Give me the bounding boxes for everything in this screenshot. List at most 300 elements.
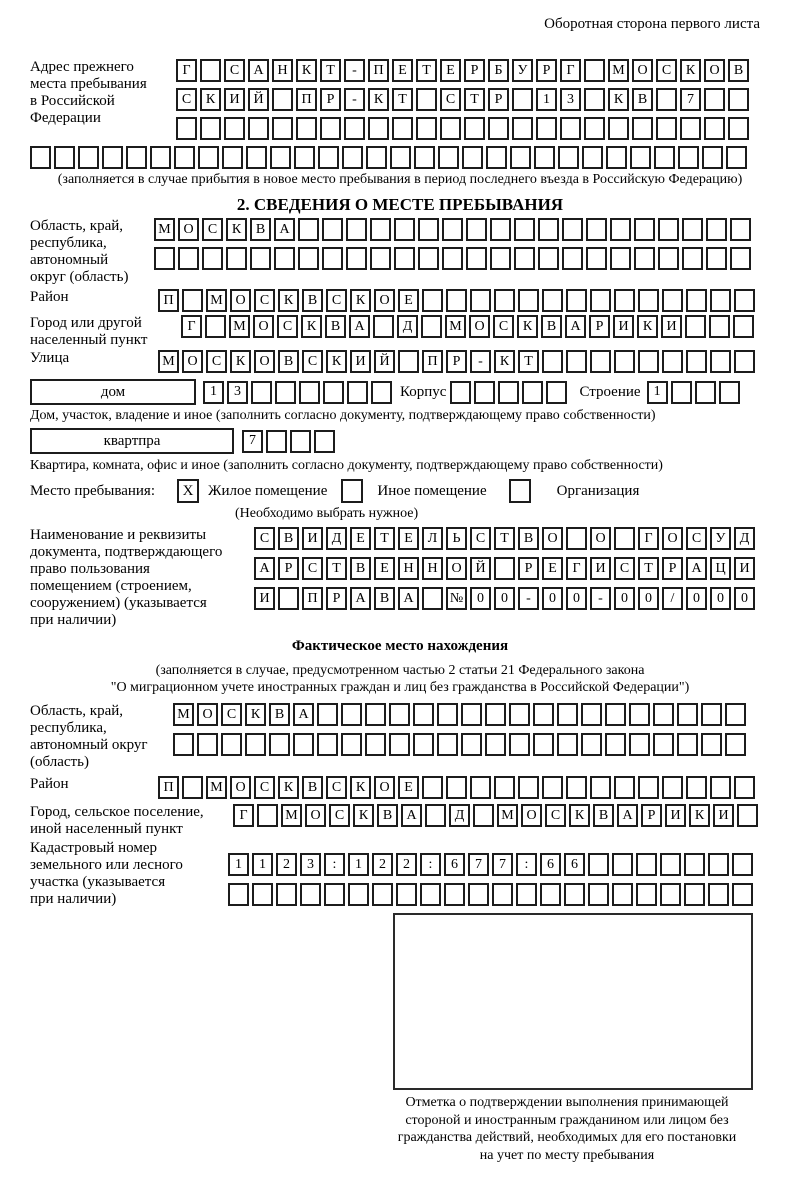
- char-box[interactable]: А: [565, 315, 586, 338]
- char-box[interactable]: О: [704, 59, 725, 82]
- char-box[interactable]: [733, 315, 754, 338]
- char-box[interactable]: [228, 883, 249, 906]
- char-box[interactable]: 0: [566, 587, 587, 610]
- char-box[interactable]: [636, 853, 657, 876]
- char-box[interactable]: [421, 315, 442, 338]
- char-box[interactable]: Р: [536, 59, 557, 82]
- char-box[interactable]: [560, 117, 581, 140]
- char-box[interactable]: Е: [350, 527, 371, 550]
- char-box[interactable]: И: [590, 557, 611, 580]
- char-box[interactable]: [200, 117, 221, 140]
- char-box[interactable]: [509, 703, 530, 726]
- char-box[interactable]: П: [296, 88, 317, 111]
- char-box[interactable]: К: [517, 315, 538, 338]
- char-box[interactable]: [486, 146, 507, 169]
- char-box[interactable]: [251, 381, 272, 404]
- char-box[interactable]: [298, 247, 319, 270]
- char-box[interactable]: [584, 88, 605, 111]
- char-box[interactable]: [245, 733, 266, 756]
- char-box[interactable]: [202, 247, 223, 270]
- char-box[interactable]: О: [230, 289, 251, 312]
- char-box[interactable]: [684, 853, 705, 876]
- char-box[interactable]: [680, 117, 701, 140]
- char-box[interactable]: [605, 703, 626, 726]
- char-box[interactable]: О: [254, 350, 275, 373]
- char-box[interactable]: [473, 804, 494, 827]
- char-box[interactable]: С: [302, 350, 323, 373]
- char-box[interactable]: В: [278, 527, 299, 550]
- char-box[interactable]: :: [516, 853, 537, 876]
- char-box[interactable]: [370, 247, 391, 270]
- char-box[interactable]: [205, 315, 226, 338]
- char-box[interactable]: [608, 117, 629, 140]
- char-box[interactable]: 3: [560, 88, 581, 111]
- char-box[interactable]: [612, 883, 633, 906]
- char-box[interactable]: К: [569, 804, 590, 827]
- char-box[interactable]: [708, 883, 729, 906]
- char-box[interactable]: [274, 247, 295, 270]
- char-box[interactable]: [323, 381, 344, 404]
- char-box[interactable]: [542, 350, 563, 373]
- char-box[interactable]: Т: [464, 88, 485, 111]
- char-box[interactable]: [588, 883, 609, 906]
- char-box[interactable]: В: [350, 557, 371, 580]
- char-box[interactable]: [516, 883, 537, 906]
- char-box[interactable]: [678, 146, 699, 169]
- char-box[interactable]: -: [590, 587, 611, 610]
- char-box[interactable]: 7: [680, 88, 701, 111]
- char-box[interactable]: [701, 703, 722, 726]
- char-box[interactable]: Р: [589, 315, 610, 338]
- char-box[interactable]: [660, 853, 681, 876]
- char-box[interactable]: [630, 146, 651, 169]
- char-box[interactable]: С: [254, 289, 275, 312]
- char-box[interactable]: [586, 247, 607, 270]
- char-box[interactable]: М: [608, 59, 629, 82]
- char-box[interactable]: Р: [641, 804, 662, 827]
- char-box[interactable]: [365, 733, 386, 756]
- char-box[interactable]: [54, 146, 75, 169]
- char-box[interactable]: [708, 853, 729, 876]
- char-box[interactable]: С: [277, 315, 298, 338]
- char-box[interactable]: [150, 146, 171, 169]
- char-box[interactable]: О: [542, 527, 563, 550]
- char-box[interactable]: [704, 117, 725, 140]
- char-box[interactable]: М: [206, 776, 227, 799]
- char-box[interactable]: [318, 146, 339, 169]
- char-box[interactable]: [732, 883, 753, 906]
- char-box[interactable]: [422, 289, 443, 312]
- char-box[interactable]: [425, 804, 446, 827]
- char-box[interactable]: И: [661, 315, 682, 338]
- char-box[interactable]: [416, 117, 437, 140]
- char-box[interactable]: А: [274, 218, 295, 241]
- char-box[interactable]: [632, 117, 653, 140]
- char-box[interactable]: [392, 117, 413, 140]
- char-box[interactable]: [490, 218, 511, 241]
- char-box[interactable]: [276, 883, 297, 906]
- char-box[interactable]: 1: [647, 381, 668, 404]
- char-box[interactable]: У: [512, 59, 533, 82]
- char-box[interactable]: Е: [398, 776, 419, 799]
- char-box[interactable]: [538, 218, 559, 241]
- char-box[interactable]: [610, 247, 631, 270]
- char-box[interactable]: С: [545, 804, 566, 827]
- char-box[interactable]: [373, 315, 394, 338]
- char-box[interactable]: Р: [326, 587, 347, 610]
- char-box[interactable]: [725, 703, 746, 726]
- char-box[interactable]: [470, 289, 491, 312]
- char-box[interactable]: О: [197, 703, 218, 726]
- char-box[interactable]: [322, 247, 343, 270]
- char-box[interactable]: Р: [446, 350, 467, 373]
- char-box[interactable]: Р: [488, 88, 509, 111]
- char-box[interactable]: [542, 776, 563, 799]
- char-box[interactable]: К: [278, 776, 299, 799]
- char-box[interactable]: А: [398, 587, 419, 610]
- char-box[interactable]: [494, 776, 515, 799]
- char-box[interactable]: И: [713, 804, 734, 827]
- char-box[interactable]: [422, 776, 443, 799]
- char-box[interactable]: [662, 289, 683, 312]
- char-box[interactable]: [372, 883, 393, 906]
- char-box[interactable]: П: [158, 289, 179, 312]
- char-box[interactable]: [658, 218, 679, 241]
- char-box[interactable]: Г: [566, 557, 587, 580]
- char-box[interactable]: [638, 289, 659, 312]
- char-box[interactable]: 0: [734, 587, 755, 610]
- char-box[interactable]: А: [349, 315, 370, 338]
- char-box[interactable]: А: [617, 804, 638, 827]
- char-box[interactable]: М: [497, 804, 518, 827]
- char-box[interactable]: [534, 146, 555, 169]
- char-box[interactable]: В: [593, 804, 614, 827]
- char-box[interactable]: -: [518, 587, 539, 610]
- char-box[interactable]: В: [632, 88, 653, 111]
- char-box[interactable]: 3: [300, 853, 321, 876]
- char-box[interactable]: [634, 247, 655, 270]
- checkbox-inoe[interactable]: [341, 479, 363, 503]
- char-box[interactable]: [314, 430, 335, 453]
- char-box[interactable]: [322, 218, 343, 241]
- char-box[interactable]: В: [374, 587, 395, 610]
- char-box[interactable]: 6: [540, 853, 561, 876]
- char-box[interactable]: [725, 733, 746, 756]
- char-box[interactable]: [662, 350, 683, 373]
- char-box[interactable]: [317, 733, 338, 756]
- char-box[interactable]: [634, 218, 655, 241]
- char-box[interactable]: И: [224, 88, 245, 111]
- char-box[interactable]: Т: [494, 527, 515, 550]
- char-box[interactable]: [629, 733, 650, 756]
- char-box[interactable]: [656, 88, 677, 111]
- char-box[interactable]: :: [324, 853, 345, 876]
- char-box[interactable]: [533, 703, 554, 726]
- char-box[interactable]: [224, 117, 245, 140]
- char-box[interactable]: [348, 883, 369, 906]
- char-box[interactable]: 0: [470, 587, 491, 610]
- char-box[interactable]: С: [656, 59, 677, 82]
- char-box[interactable]: [654, 146, 675, 169]
- char-box[interactable]: [275, 381, 296, 404]
- char-box[interactable]: [198, 146, 219, 169]
- char-box[interactable]: Т: [320, 59, 341, 82]
- char-box[interactable]: [182, 776, 203, 799]
- char-box[interactable]: [257, 804, 278, 827]
- char-box[interactable]: [638, 776, 659, 799]
- char-box[interactable]: [468, 883, 489, 906]
- char-box[interactable]: [686, 289, 707, 312]
- char-box[interactable]: [494, 557, 515, 580]
- char-box[interactable]: В: [269, 703, 290, 726]
- char-box[interactable]: [557, 733, 578, 756]
- char-box[interactable]: [605, 733, 626, 756]
- char-box[interactable]: Т: [374, 527, 395, 550]
- char-box[interactable]: [221, 733, 242, 756]
- char-box[interactable]: [248, 117, 269, 140]
- char-box[interactable]: 1: [203, 381, 224, 404]
- char-box[interactable]: О: [446, 557, 467, 580]
- char-box[interactable]: С: [329, 804, 350, 827]
- char-box[interactable]: [296, 117, 317, 140]
- char-box[interactable]: С: [326, 289, 347, 312]
- char-box[interactable]: Д: [734, 527, 755, 550]
- char-box[interactable]: [706, 247, 727, 270]
- char-box[interactable]: 1: [348, 853, 369, 876]
- char-box[interactable]: И: [665, 804, 686, 827]
- char-box[interactable]: Л: [422, 527, 443, 550]
- char-box[interactable]: [610, 218, 631, 241]
- char-box[interactable]: [197, 733, 218, 756]
- char-box[interactable]: [252, 883, 273, 906]
- char-box[interactable]: К: [350, 289, 371, 312]
- char-box[interactable]: [566, 350, 587, 373]
- char-box[interactable]: [566, 527, 587, 550]
- char-box[interactable]: [102, 146, 123, 169]
- char-box[interactable]: [653, 733, 674, 756]
- char-box[interactable]: В: [377, 804, 398, 827]
- char-box[interactable]: В: [518, 527, 539, 550]
- char-box[interactable]: П: [422, 350, 443, 373]
- char-box[interactable]: [178, 247, 199, 270]
- char-box[interactable]: [562, 247, 583, 270]
- char-box[interactable]: [222, 146, 243, 169]
- char-box[interactable]: [418, 247, 439, 270]
- char-box[interactable]: [272, 88, 293, 111]
- char-box[interactable]: [614, 350, 635, 373]
- char-box[interactable]: [728, 117, 749, 140]
- char-box[interactable]: И: [734, 557, 755, 580]
- char-box[interactable]: Ь: [446, 527, 467, 550]
- char-box[interactable]: К: [226, 218, 247, 241]
- char-box[interactable]: [346, 247, 367, 270]
- char-box[interactable]: Е: [398, 289, 419, 312]
- char-box[interactable]: О: [469, 315, 490, 338]
- char-box[interactable]: [662, 776, 683, 799]
- char-box[interactable]: :: [420, 853, 441, 876]
- char-box[interactable]: [734, 289, 755, 312]
- char-box[interactable]: С: [221, 703, 242, 726]
- char-box[interactable]: М: [206, 289, 227, 312]
- char-box[interactable]: Г: [638, 527, 659, 550]
- checkbox-zhiloe[interactable]: X: [177, 479, 199, 503]
- char-box[interactable]: [518, 776, 539, 799]
- char-box[interactable]: [728, 88, 749, 111]
- char-box[interactable]: О: [374, 289, 395, 312]
- char-box[interactable]: [294, 146, 315, 169]
- char-box[interactable]: С: [614, 557, 635, 580]
- char-box[interactable]: К: [680, 59, 701, 82]
- char-box[interactable]: С: [470, 527, 491, 550]
- char-box[interactable]: [734, 350, 755, 373]
- char-box[interactable]: [702, 146, 723, 169]
- char-box[interactable]: М: [154, 218, 175, 241]
- char-box[interactable]: [710, 350, 731, 373]
- char-box[interactable]: [709, 315, 730, 338]
- char-box[interactable]: [341, 703, 362, 726]
- char-box[interactable]: [446, 289, 467, 312]
- char-box[interactable]: [462, 146, 483, 169]
- char-box[interactable]: [437, 703, 458, 726]
- char-box[interactable]: [226, 247, 247, 270]
- char-box[interactable]: [660, 883, 681, 906]
- char-box[interactable]: П: [158, 776, 179, 799]
- char-box[interactable]: [612, 853, 633, 876]
- char-box[interactable]: [394, 247, 415, 270]
- char-box[interactable]: [514, 218, 535, 241]
- char-box[interactable]: [614, 289, 635, 312]
- char-box[interactable]: [290, 430, 311, 453]
- char-box[interactable]: [590, 289, 611, 312]
- char-box[interactable]: [584, 59, 605, 82]
- char-box[interactable]: [438, 146, 459, 169]
- char-box[interactable]: А: [350, 587, 371, 610]
- char-box[interactable]: [126, 146, 147, 169]
- char-box[interactable]: Г: [181, 315, 202, 338]
- char-box[interactable]: [270, 146, 291, 169]
- char-box[interactable]: -: [470, 350, 491, 373]
- char-box[interactable]: [365, 703, 386, 726]
- char-box[interactable]: 0: [686, 587, 707, 610]
- char-box[interactable]: [174, 146, 195, 169]
- char-box[interactable]: Д: [326, 527, 347, 550]
- char-box[interactable]: К: [326, 350, 347, 373]
- char-box[interactable]: К: [608, 88, 629, 111]
- char-box[interactable]: Г: [233, 804, 254, 827]
- char-box[interactable]: [368, 117, 389, 140]
- char-box[interactable]: К: [494, 350, 515, 373]
- char-box[interactable]: [250, 247, 271, 270]
- char-box[interactable]: 7: [242, 430, 263, 453]
- char-box[interactable]: [390, 146, 411, 169]
- char-box[interactable]: [474, 381, 495, 404]
- char-box[interactable]: К: [350, 776, 371, 799]
- char-box[interactable]: [533, 733, 554, 756]
- char-box[interactable]: [638, 350, 659, 373]
- char-box[interactable]: Г: [176, 59, 197, 82]
- char-box[interactable]: [470, 776, 491, 799]
- char-box[interactable]: №: [446, 587, 467, 610]
- char-box[interactable]: [695, 381, 716, 404]
- char-box[interactable]: Т: [392, 88, 413, 111]
- char-box[interactable]: Й: [374, 350, 395, 373]
- char-box[interactable]: К: [296, 59, 317, 82]
- char-box[interactable]: М: [445, 315, 466, 338]
- char-box[interactable]: С: [176, 88, 197, 111]
- char-box[interactable]: А: [248, 59, 269, 82]
- char-box[interactable]: К: [230, 350, 251, 373]
- char-box[interactable]: [540, 883, 561, 906]
- char-box[interactable]: [656, 117, 677, 140]
- char-box[interactable]: Е: [542, 557, 563, 580]
- char-box[interactable]: В: [278, 350, 299, 373]
- char-box[interactable]: Н: [272, 59, 293, 82]
- char-box[interactable]: М: [229, 315, 250, 338]
- char-box[interactable]: [730, 218, 751, 241]
- char-box[interactable]: [636, 883, 657, 906]
- char-box[interactable]: А: [686, 557, 707, 580]
- char-box[interactable]: [734, 776, 755, 799]
- char-box[interactable]: Д: [397, 315, 418, 338]
- char-box[interactable]: [588, 853, 609, 876]
- char-box[interactable]: [293, 733, 314, 756]
- char-box[interactable]: [514, 247, 535, 270]
- char-box[interactable]: А: [293, 703, 314, 726]
- char-box[interactable]: 0: [542, 587, 563, 610]
- char-box[interactable]: Т: [638, 557, 659, 580]
- char-box[interactable]: [371, 381, 392, 404]
- char-box[interactable]: [581, 733, 602, 756]
- char-box[interactable]: [324, 883, 345, 906]
- char-box[interactable]: О: [632, 59, 653, 82]
- char-box[interactable]: [606, 146, 627, 169]
- char-box[interactable]: Р: [278, 557, 299, 580]
- char-box[interactable]: К: [689, 804, 710, 827]
- char-box[interactable]: 1: [536, 88, 557, 111]
- char-box[interactable]: [370, 218, 391, 241]
- char-box[interactable]: М: [158, 350, 179, 373]
- char-box[interactable]: [684, 883, 705, 906]
- char-box[interactable]: 1: [252, 853, 273, 876]
- char-box[interactable]: [584, 117, 605, 140]
- char-box[interactable]: [671, 381, 692, 404]
- char-box[interactable]: [498, 381, 519, 404]
- char-box[interactable]: [420, 883, 441, 906]
- char-box[interactable]: И: [254, 587, 275, 610]
- char-box[interactable]: С: [254, 776, 275, 799]
- char-box[interactable]: В: [302, 776, 323, 799]
- char-box[interactable]: К: [301, 315, 322, 338]
- char-box[interactable]: [416, 88, 437, 111]
- char-box[interactable]: Е: [440, 59, 461, 82]
- char-box[interactable]: С: [202, 218, 223, 241]
- char-box[interactable]: [542, 289, 563, 312]
- char-box[interactable]: [413, 733, 434, 756]
- checkbox-organizatsiya[interactable]: [509, 479, 531, 503]
- char-box[interactable]: [320, 117, 341, 140]
- char-box[interactable]: -: [344, 59, 365, 82]
- char-box[interactable]: [682, 247, 703, 270]
- char-box[interactable]: Б: [488, 59, 509, 82]
- char-box[interactable]: [446, 776, 467, 799]
- char-box[interactable]: [444, 883, 465, 906]
- char-box[interactable]: С: [302, 557, 323, 580]
- char-box[interactable]: П: [302, 587, 323, 610]
- char-box[interactable]: [176, 117, 197, 140]
- char-box[interactable]: 2: [396, 853, 417, 876]
- char-box[interactable]: [347, 381, 368, 404]
- char-box[interactable]: [726, 146, 747, 169]
